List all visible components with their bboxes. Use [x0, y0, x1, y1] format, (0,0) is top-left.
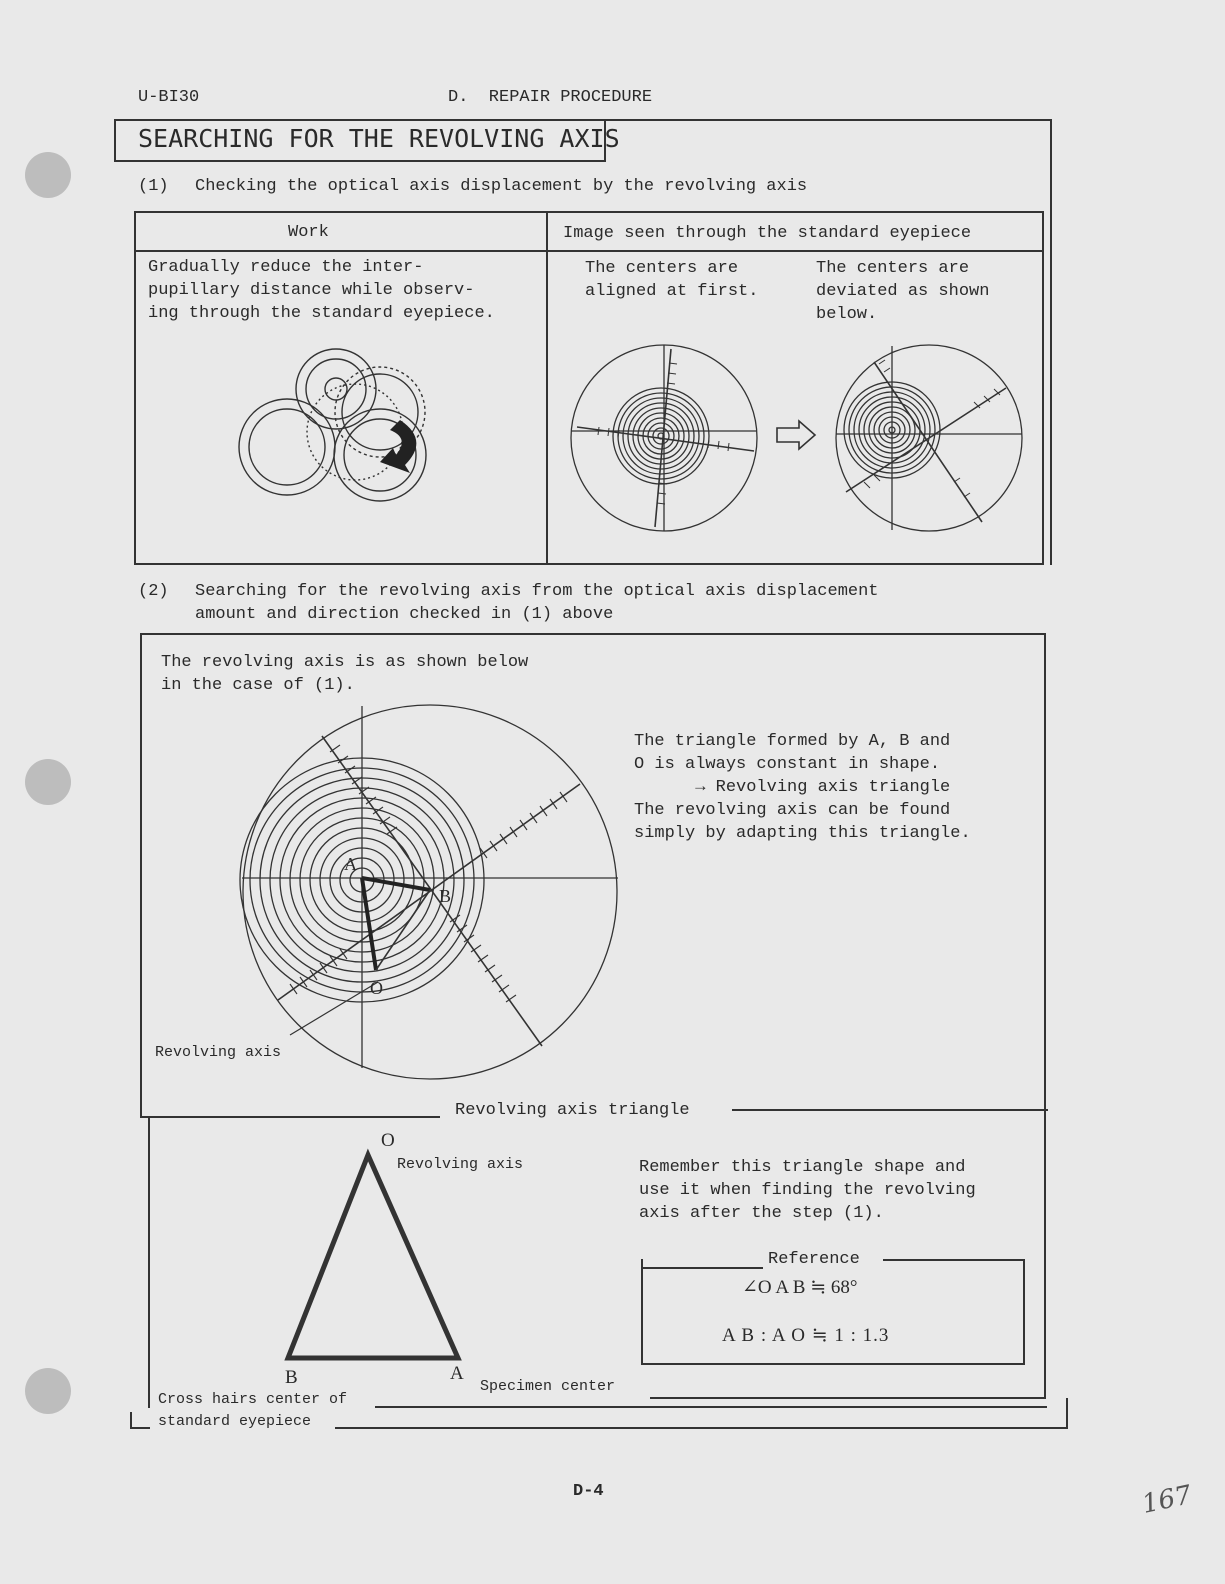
outer-frame-right: [1050, 119, 1052, 565]
page-number: D-4: [573, 1482, 604, 1501]
description-line: The triangle formed by A, B and: [634, 732, 951, 751]
vertex-b-leader-2: [335, 1427, 1068, 1429]
triangle-vertex-a: A: [450, 1363, 464, 1384]
vertex-b-label-line: standard eyepiece: [158, 1413, 312, 1430]
section-header: D. REPAIR PROCEDURE: [448, 88, 653, 107]
point-b-label: B: [439, 886, 452, 906]
outer-frame-bottom-right: [1066, 1398, 1068, 1429]
triangle-section-line-left: [142, 1116, 440, 1118]
image-left-line: The centers are: [585, 259, 739, 278]
image-left-text: [585, 257, 758, 303]
punch-hole-top: [25, 152, 71, 198]
table-header-work: Work: [288, 223, 329, 242]
reticle-aligned: [569, 343, 759, 533]
reference-box-top-left: [641, 1267, 763, 1269]
triangle-vertex-a-label: Specimen center: [480, 1378, 616, 1395]
step2-heading: [195, 580, 879, 626]
image-right-line: The centers are: [816, 259, 970, 278]
description-line: simply by adapting this triangle.: [634, 824, 971, 843]
triangle-section-line-right: [732, 1109, 1048, 1111]
image-right-line: below.: [816, 305, 878, 324]
remember-line: use it when finding the revolving: [639, 1181, 976, 1200]
triangle-vertex-b-label: [158, 1389, 347, 1433]
point-o-label: O: [370, 978, 383, 998]
revolving-axis-label: Revolving axis: [155, 1044, 282, 1061]
table-header-image: Image seen through the standard eyepiece: [563, 224, 972, 243]
step2-number: (2): [138, 582, 169, 601]
handwritten-note: 167: [1139, 1480, 1195, 1520]
point-a-label: A: [344, 854, 357, 874]
remember-text: [639, 1156, 976, 1225]
vertex-b-label-line: Cross hairs center of: [158, 1391, 348, 1408]
punch-hole-bottom: [25, 1368, 71, 1414]
table-column-divider: [546, 211, 548, 563]
step2-intro-line: in the case of (1).: [161, 676, 355, 695]
remember-line: axis after the step (1).: [639, 1204, 884, 1223]
triangle-vertex-o: O: [381, 1130, 395, 1151]
punch-hole-middle: [25, 759, 71, 805]
work-text-line: pupillary distance while observ-: [148, 281, 475, 300]
work-text: [148, 256, 495, 325]
image-left-line: aligned at first.: [585, 282, 759, 301]
image-right-line: deviated as shown: [816, 282, 990, 301]
outer-frame-bottom-left: [130, 1427, 150, 1429]
remember-line: Remember this triangle shape and: [639, 1158, 966, 1177]
step2-intro-line: The revolving axis is as shown below: [161, 653, 529, 672]
triangle-vertex-o-label: Revolving axis: [397, 1156, 524, 1173]
eyepiece-rotation-illustration: [230, 340, 460, 510]
triangle-section-title: Revolving axis triangle: [455, 1101, 690, 1120]
step2-intro: [161, 651, 528, 697]
right-arrow-icon: [775, 419, 819, 451]
step2-box-right: [1044, 633, 1046, 1398]
work-text-line: ing through the standard eyepiece.: [148, 304, 495, 323]
section-title: SEARCHING FOR THE REVOLVING AXIS: [138, 124, 620, 153]
reference-title: Reference: [768, 1250, 860, 1269]
revolving-axis-diagram: [230, 700, 630, 1090]
vertex-b-leader-1: [375, 1406, 1047, 1408]
step1-number: (1): [138, 177, 169, 196]
triangle-box-left: [148, 1118, 150, 1408]
vertex-a-leader: [650, 1397, 1046, 1399]
description-line: The revolving axis can be found: [634, 801, 951, 820]
step2-heading-line: Searching for the revolving axis from the optical axis displacement: [195, 582, 879, 601]
doc-code: U-BI30: [138, 88, 200, 107]
image-right-text: [816, 257, 989, 326]
step2-description: [634, 730, 971, 845]
step1-heading: Checking the optical axis displacement by the revolving axis: [195, 177, 808, 196]
table-header-divider: [134, 250, 1042, 252]
step2-box-left: [140, 633, 142, 1118]
triangle-vertex-b: B: [285, 1367, 298, 1388]
reference-box-top-right: [883, 1259, 1023, 1261]
step2-box-top: [140, 633, 1046, 635]
work-text-line: Gradually reduce the inter-: [148, 258, 424, 277]
step2-heading-line: amount and direction checked in (1) above: [195, 605, 614, 624]
description-line: → Revolving axis triangle: [634, 778, 951, 797]
reference-ratio: A B : A O ≒ 1 : 1.3: [722, 1325, 890, 1346]
reference-box: [641, 1259, 1025, 1365]
description-line: O is always constant in shape.: [634, 755, 941, 774]
reticle-deviated: [834, 342, 1026, 534]
reference-angle: ∠O A B ≒ 68°: [742, 1277, 858, 1298]
